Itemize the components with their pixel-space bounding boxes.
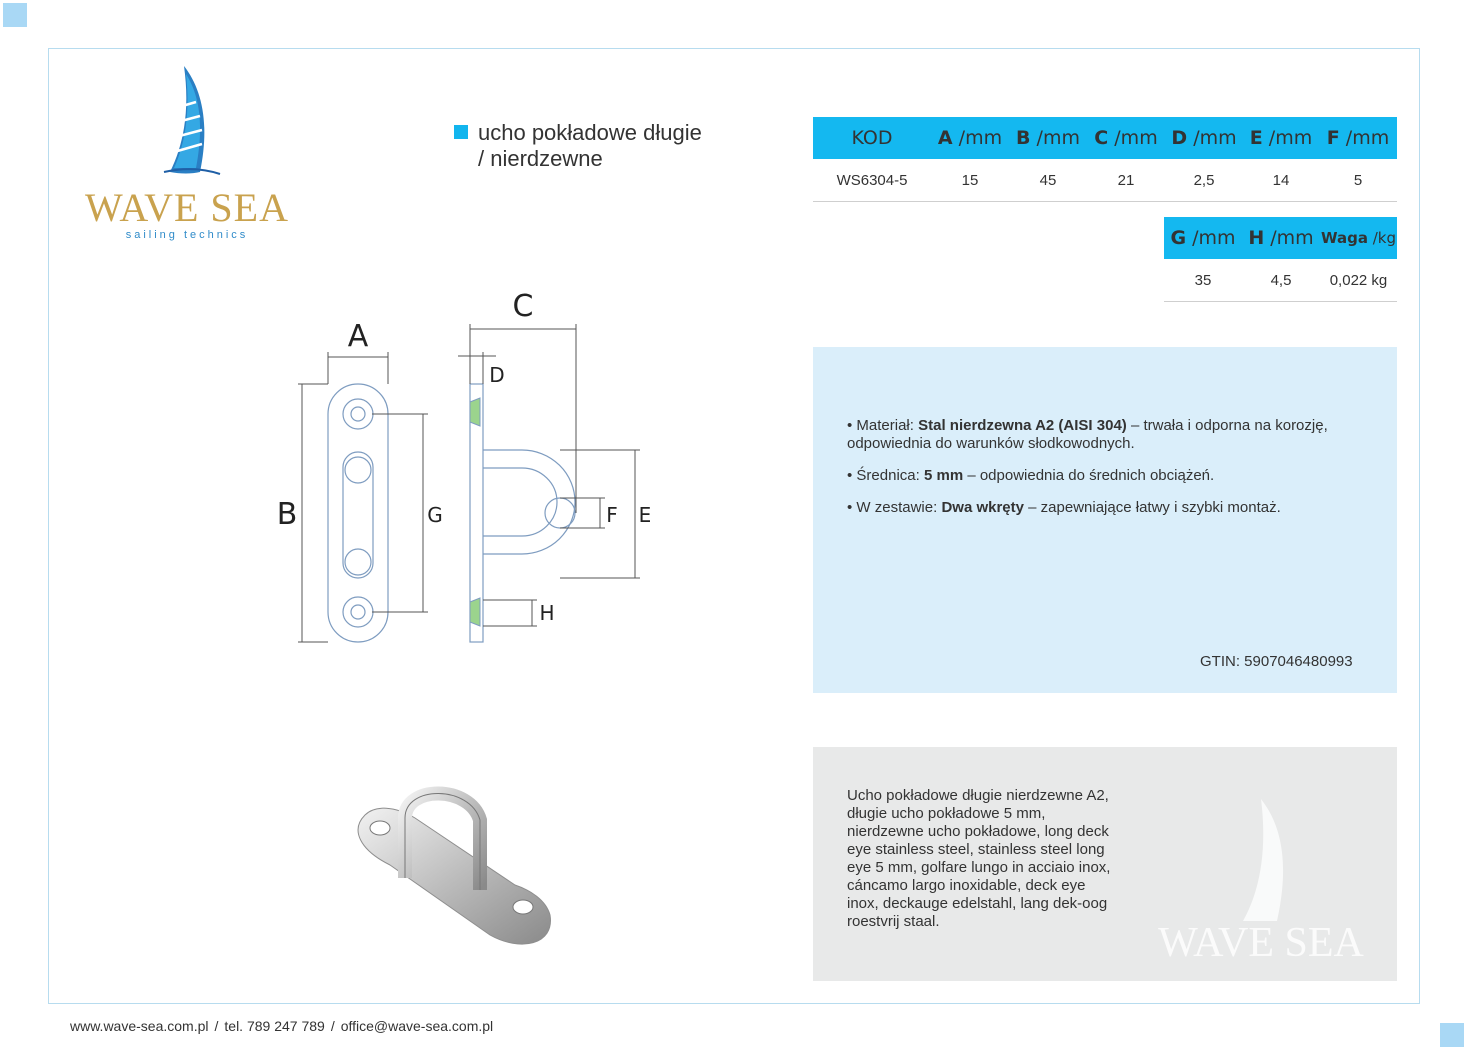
footer-email[interactable]: office@wave-sea.com.pl	[340, 1018, 494, 1034]
spec-table-extra	[1164, 217, 1397, 302]
label-h: H	[539, 601, 555, 625]
label-g: G	[427, 503, 443, 527]
description-panel	[813, 747, 1397, 981]
feature-material: • Materiał: Stal nierdzewna A2 (AISI 304) – trwała i odporna na korozję, odpowiednia do warunków słodkowodnych.	[847, 417, 1328, 452]
label-f: F	[606, 503, 618, 527]
label-d: D	[489, 363, 505, 387]
feature-kit: • W zestawie: Dwa wkręty – zapewniające łatwy i szybki montaż.	[847, 499, 1281, 516]
plate-outline	[328, 384, 388, 642]
spec-table-main	[813, 117, 1397, 202]
cell-kod: WS6304-5	[813, 159, 931, 202]
spec-header-row	[813, 117, 1397, 159]
header-a: A /mm	[931, 117, 1009, 159]
header-f: F /mm	[1319, 117, 1397, 159]
corner-square-bottom-right	[1440, 1023, 1464, 1047]
cell-b: 45	[1009, 159, 1087, 202]
cell-d: 2,5	[1165, 159, 1243, 202]
header-g: G /mm	[1164, 217, 1242, 259]
feature-diameter: • Średnica: 5 mm – odpowiednia do średnich obciążeń.	[847, 467, 1215, 484]
logo-tagline: sailing technics	[125, 229, 249, 241]
product-photo	[320, 740, 570, 960]
spec-extra-value-row	[1164, 259, 1397, 302]
header-c: C /mm	[1087, 117, 1165, 159]
cell-h: 4,5	[1242, 259, 1320, 302]
header-waga: Waga /kg	[1320, 217, 1397, 259]
header-e: E /mm	[1243, 117, 1319, 159]
header-b: B /mm	[1009, 117, 1087, 159]
logo-name: WAVE SEA	[85, 185, 289, 230]
cell-f: 5	[1319, 159, 1397, 202]
footer-phone: tel. 789 247 789	[224, 1018, 325, 1034]
footer-separator: /	[330, 1018, 335, 1034]
spec-value-row	[813, 159, 1397, 202]
technical-drawing	[260, 280, 680, 660]
footer-contact	[70, 1018, 493, 1034]
label-e: E	[638, 503, 652, 527]
label-c: C	[512, 289, 534, 324]
header-h: H /mm	[1242, 217, 1320, 259]
title-line-2: / nierdzewne	[478, 146, 603, 171]
label-b: B	[276, 497, 298, 532]
sail-icon	[162, 64, 222, 179]
label-a: A	[347, 319, 369, 354]
description-text: Ucho pokładowe długie nierdzewne A2, długie ucho pokładowe 5 mm, nierdzewne ucho pokładowe, long deck eye stainless steel, stainless steel long eye 5 mm, golfare lungo in acciaio inox, cáncamo largo inoxidable, deck eye inox, deckauge edelstahl, lang dek-oog roestvrij staal.	[847, 787, 1111, 930]
cell-e: 14	[1243, 159, 1319, 202]
corner-square-top-left	[3, 3, 27, 27]
spec-extra-header-row	[1164, 217, 1397, 259]
footer-separator: /	[214, 1018, 219, 1034]
header-d: D /mm	[1165, 117, 1243, 159]
gtin-code: GTIN: 5907046480993	[1200, 653, 1353, 670]
eye-slot	[343, 452, 373, 578]
features-panel	[813, 347, 1397, 693]
title-bullet-square	[454, 125, 468, 139]
header-kod: KOD	[813, 117, 931, 159]
cell-c: 21	[1087, 159, 1165, 202]
cell-g: 35	[1164, 259, 1242, 302]
footer-website[interactable]: www.wave-sea.com.pl	[70, 1018, 209, 1034]
watermark-sail-icon	[1231, 797, 1301, 927]
watermark-text: WAVE SEA	[1158, 920, 1364, 966]
title-line-1: ucho pokładowe długie	[478, 120, 702, 145]
logo	[72, 64, 302, 244]
cell-a: 15	[931, 159, 1009, 202]
cell-waga: 0,022 kg	[1320, 259, 1397, 302]
